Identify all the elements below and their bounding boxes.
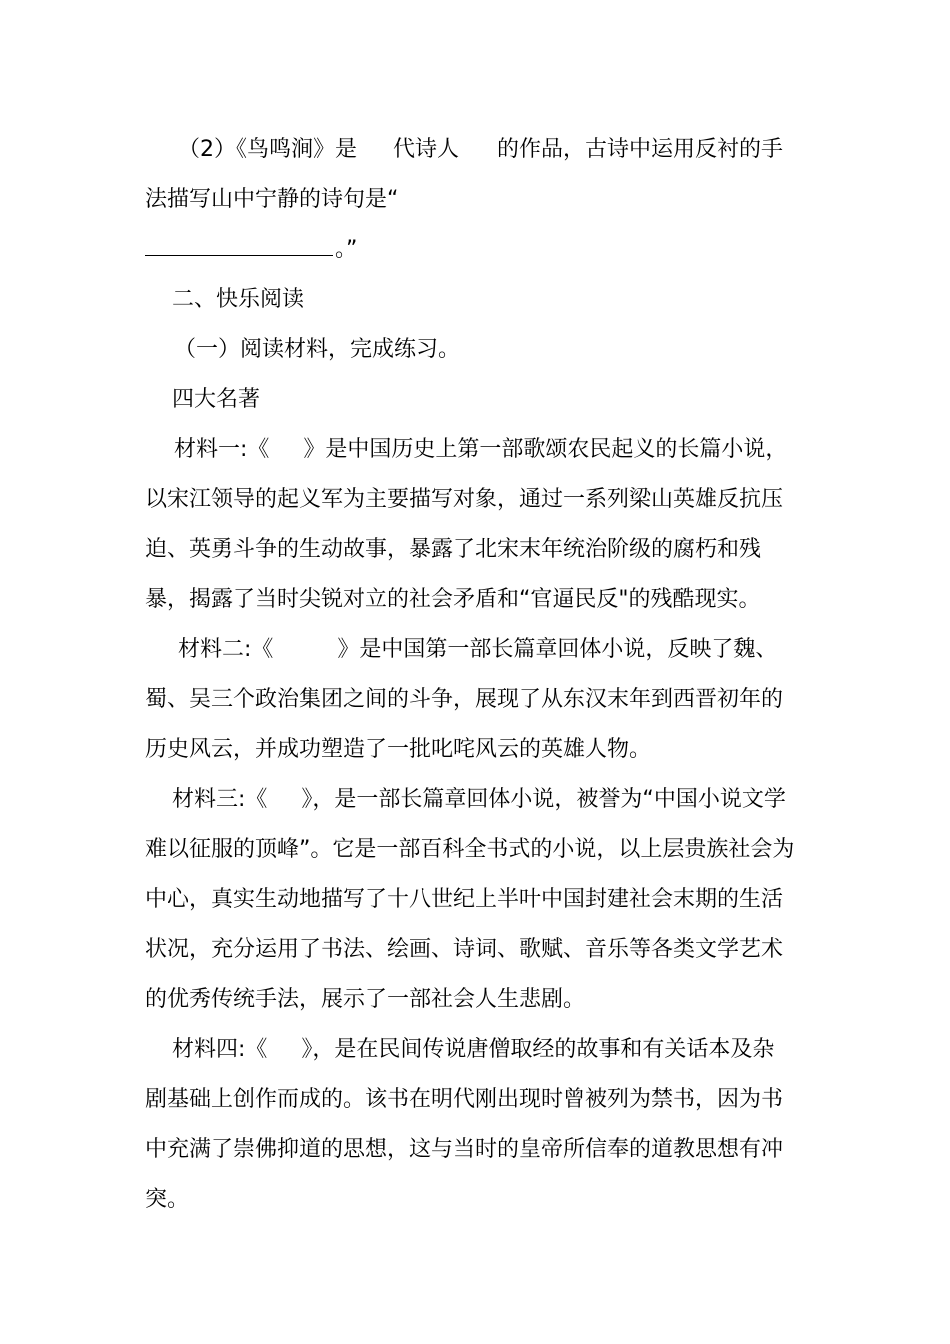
material-4-line-4: 突。	[145, 1187, 190, 1212]
material-3-line-3: 中心，真实生动地描写了十八世纪上半叶中国封建社会末期的生活	[145, 887, 784, 912]
material-3-line-2: 难以征服的顶峰”。它是一部百科全书式的小说，以上层贵族社会为	[145, 837, 795, 862]
heading: 四大名著	[172, 387, 261, 412]
material-3-line-5: 的优秀传统手法，展示了一部社会人生悲剧。	[145, 987, 586, 1012]
material-1-label: 材料一:《	[174, 437, 270, 462]
material-2-label: 材料二:《	[178, 637, 274, 662]
question-2-line-1	[178, 125, 828, 175]
section-title: 二、快乐阅读	[172, 287, 305, 312]
material-4-line-2: 剧基础上创作而成的。该书在明代刚出现时曾被列为禁书，因为书	[145, 1087, 784, 1112]
material-1-text: 》是中国历史上第一部歌颂农民起义的长篇小说，	[303, 437, 788, 462]
answer-blank-underline	[145, 233, 333, 256]
material-2-line-2: 蜀、吴三个政治集团之间的斗争，展现了从东汉末年到西晋初年的	[145, 687, 784, 712]
question-2-line-2: 法描写山中宁静的诗句是“	[145, 187, 399, 212]
question-2-text-part3: 的作品，古诗中运用反衬的手	[497, 137, 784, 162]
material-3-line-4: 状况，充分运用了书法、绘画、诗词、歌赋、音乐等各类文学艺术	[145, 937, 784, 962]
material-2-line-1	[178, 625, 828, 675]
sub-title: （一）阅读材料，完成练习。	[174, 337, 461, 362]
material-2-line-3: 历史风云，并成功塑造了一批叱咤风云的英雄人物。	[145, 737, 652, 762]
material-1-line-4: 暴，揭露了当时尖锐对立的社会矛盾和“官逼民反"的残酷现实。	[145, 587, 761, 612]
material-1-line-2: 以宋江领导的起义军为主要描写对象，通过一系列梁山英雄反抗压	[145, 487, 784, 512]
material-3-label: 材料三:《	[172, 787, 268, 812]
question-2-text-part1: （2）《鸟鸣涧》是	[178, 137, 357, 162]
material-4-line-3: 中充满了崇佛抑道的思想，这与当时的皇帝所信奉的道教思想有冲	[145, 1137, 784, 1162]
question-2-line-3-tail: 。”	[335, 237, 358, 262]
material-3-line-1	[172, 775, 832, 825]
material-1-line-1	[174, 425, 834, 475]
material-4-line-1	[172, 1025, 832, 1075]
material-3-text: 》，是一部长篇章回体小说，被誉为“中国小说文学	[301, 787, 786, 812]
material-2-text: 》是中国第一部长篇章回体小说，反映了魏、	[337, 637, 778, 662]
material-4-text: 》，是在民间传说唐僧取经的故事和有关话本及杂	[301, 1037, 775, 1062]
question-2-text-part2: 代诗人	[393, 137, 460, 162]
question-2-line-3	[145, 225, 825, 275]
material-1-line-3: 迫、英勇斗争的生动故事，暴露了北宋末年统治阶级的腐朽和残	[145, 537, 762, 562]
material-4-label: 材料四:《	[172, 1037, 268, 1062]
